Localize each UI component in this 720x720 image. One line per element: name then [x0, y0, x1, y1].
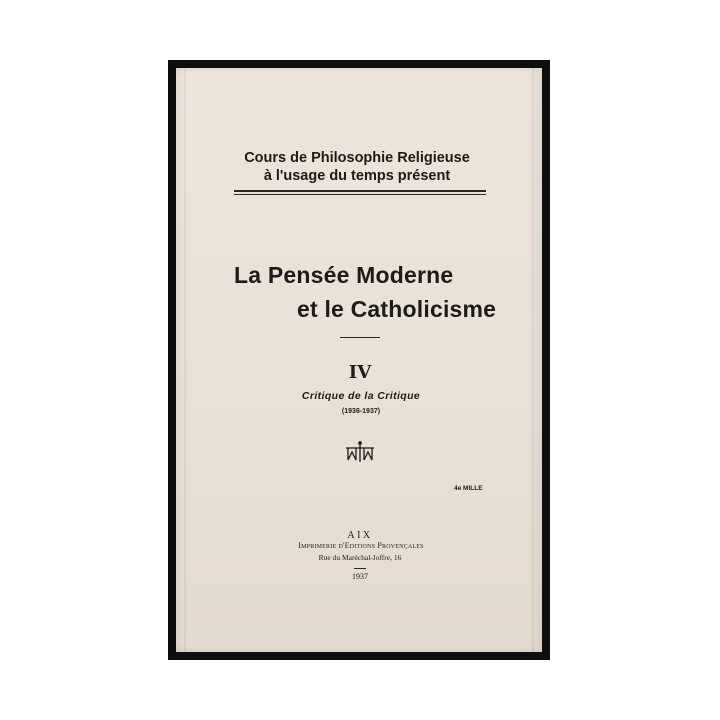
publication-year: 1937 [352, 572, 368, 581]
double-rule [234, 190, 486, 192]
cover-crease [532, 68, 534, 652]
volume-subtitle: Critique de la Critique [301, 390, 421, 402]
edition-mark: 4e MILLE [454, 485, 483, 492]
series-title-line2: à l'usage du temps présent [263, 168, 451, 184]
cover-crease [184, 68, 186, 652]
publisher-address: Rue du Maréchal-Joffre, 16 [318, 553, 402, 562]
short-rule [340, 337, 380, 338]
volume-years: (1936-1937) [341, 408, 381, 415]
book-title-line2: et le Catholicisme [297, 296, 497, 322]
publisher-name: Imprimerie d'Editions Provençales [298, 541, 424, 550]
double-rule-thin [234, 194, 486, 195]
volume-number: IV [348, 362, 372, 383]
small-rule [354, 568, 366, 569]
series-title-line1: Cours de Philosophie Religieuse [244, 150, 470, 166]
ornament-icon [344, 440, 376, 464]
book-title-line1: La Pensée Moderne [234, 262, 454, 288]
publisher-city: AIX [347, 530, 373, 541]
